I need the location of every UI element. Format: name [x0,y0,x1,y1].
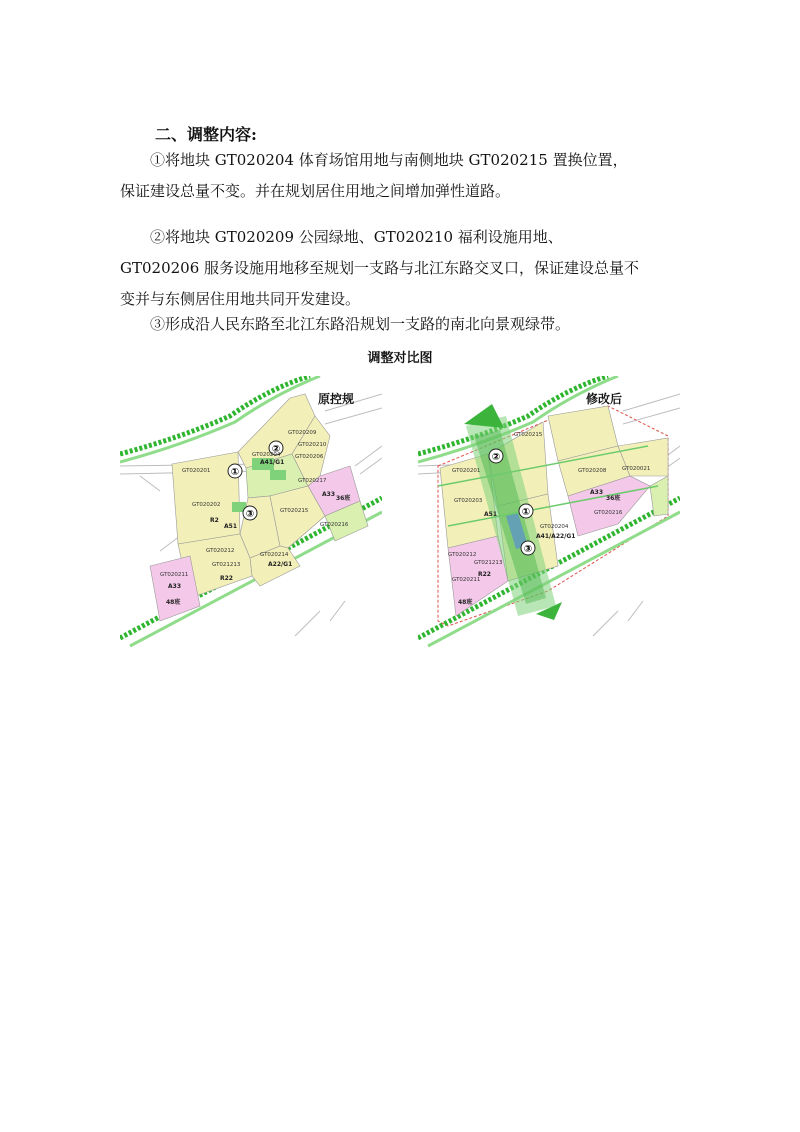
section-title: 二、调整内容: [155,125,257,144]
original-plan-map-svg [120,376,382,648]
parcel-label: GT020201 [182,468,211,474]
land-code: R22 [220,575,233,582]
parcel-label: GT021213 [212,562,241,568]
parcel-label: GT021213 [474,560,503,566]
marker-2: ② [271,444,281,455]
parcel-label: GT020209 [288,430,317,436]
original-plan-label: 原控规 [318,392,355,406]
marker-1: ① [230,467,240,478]
land-code: A33 [590,489,603,496]
parcel-label: GT020206 [295,454,324,460]
land-code: A33 [322,491,335,498]
revised-plan-map [418,376,680,648]
parcel-label: GT020217 [298,478,327,484]
parcel-label: GT020215 [280,508,309,514]
land-code: 48班 [166,599,181,606]
parcel-label: GT020212 [206,548,235,554]
parcel-label: GT020210 [298,442,327,448]
paragraph-3: ③形成沿人民东路至北江东路沿规划一支路的南北向景观绿带。 [150,315,571,333]
parcel-label: GT020204 [540,524,569,530]
paragraph-2: ②将地块 GT020209 公园绿地、GT020210 福利设施用地、GT020206 服务设施用地移至规划一支路与北江东路交叉口，保证建设总量不变并与东侧居住用地共同开发建设。 [120,228,640,308]
paragraph-1: ①将地块 GT020204 体育场馆用地与南侧地块 GT020215 置换位置，保证建设总量不变。并在规划居住用地之间增加弹性道路。 [120,151,628,200]
land-code: A41/A22/G1 [536,533,576,540]
marker-2: ② [491,452,501,463]
land-code: A51 [484,511,497,518]
land-code: A22/G1 [268,561,293,568]
land-code: R22 [478,571,491,578]
parcel-label: GT020201 [452,468,481,474]
revised-plan-map-svg [418,376,680,648]
marker-1: ① [521,507,531,518]
land-code: 48班 [458,599,473,606]
figure-title: 调整对比图 [367,351,433,366]
parcel-label: GT020212 [448,552,477,558]
land-code: R2 [210,517,219,524]
revised-plan-label: 修改后 [586,392,623,406]
parcel-label: GT020021 [622,466,651,472]
parcel-label: GT020215 [514,432,543,438]
land-code: 36班 [336,495,351,502]
parcel-label: GT020216 [320,522,349,528]
marker-3: ③ [523,544,533,555]
parcel-label: GT020214 [260,552,289,558]
parcel-label: GT020208 [578,468,607,474]
marker-3: ③ [245,509,255,520]
parcel-label: GT020203 [454,498,483,504]
land-code: A51 [224,523,237,530]
land-code: A41/G1 [260,459,285,466]
land-code: A33 [168,583,181,590]
land-code: 36班 [606,495,621,502]
parcel-label: GT020211 [452,577,481,583]
parcel-label: GT020216 [594,510,623,516]
parcel-label: GT020202 [192,502,221,508]
original-plan-map [120,376,382,648]
parcel-label: GT020211 [160,572,189,578]
parcel-label: GT020204 [252,452,281,458]
